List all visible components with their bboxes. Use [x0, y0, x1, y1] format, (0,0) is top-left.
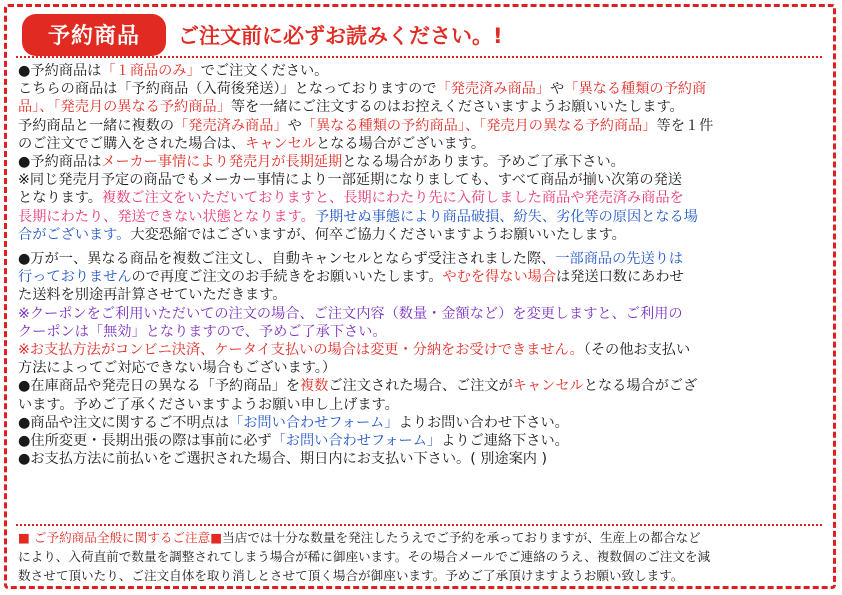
text-line: ※お支払方法がコンビニ決済、ケータイ支払いの場合は変更・分納をお受けできません。（その他お支払い [18, 342, 691, 359]
header [22, 14, 503, 56]
text-line: ●予約商品はメーカー事情により発売月が長期延期となる場合があります。予めご了承下さい。 [18, 154, 625, 171]
text-line: となります。複数ご注文をいただいておりますと、長期にわたり先に入荷しました商品や発売済み商品を [18, 190, 684, 207]
text-line: た送料を別途再計算させていただきます。 [18, 287, 287, 304]
text-line: います。予めご了承くださいますようお願い申し上げます。 [18, 396, 399, 413]
contact-form-link[interactable]: 「お問い合わせフォーム」 [229, 414, 399, 431]
text-line: ※クーポンをご利用いただいての注文の場合、ご注文内容（数量・金額など）を変更しますと、ご利用の [18, 305, 683, 322]
notice-line: ■ ご予約商品全般に関するご注意■当店では十分な数量を発注したうえでご予約を承っておりますが、生産上の都合など [18, 530, 701, 545]
contact-form-link[interactable]: 「お問い合わせフォーム」 [271, 433, 442, 450]
preorder-notice [18, 528, 826, 585]
main-text [18, 62, 826, 468]
text-line: 品」、「発売月の異なる予約商品」等を一緒にご注文するのはお控えくださいますようお願いいたします。 [18, 99, 684, 116]
text-line: 合がございます。大変恐縮ではございますが、何卒ご協力くださいますようお願いいたします。 [18, 226, 626, 243]
notice-divider [16, 524, 822, 526]
notice-line: 数させて頂いたり、ご注文自体を取り消しとさせて頂く場合が御座います。予めご了承頂けますようお願い致します。 [18, 568, 684, 583]
text-line: ●商品や注文に関するご不明点は「お問い合わせフォーム」よりお問い合わせ下さい。 [18, 414, 569, 431]
text-line: こちらの商品は「予約商品（入荷後発送）」となっておりますので「発売済み商品」や「異なる種類の予約商 [18, 81, 707, 98]
text-line: ●万が一、異なる商品を複数ご注文し、自動キャンセルとならず受注されました際、一部商品の先送りは [18, 251, 684, 268]
headline: ご注文前に必ずお読みください。! [178, 24, 503, 48]
text-line: 予約商品と一緒に複数の「発売済み商品」や「異なる種類の予約商品」、「発売月の異なる予約商品」等を１件 [18, 117, 714, 134]
text-line: のご注文でご購入をされた場合は、キャンセルとなる場合がございます。 [18, 135, 486, 152]
text-line: ●在庫商品や発売日の異なる「予約商品」を複数ご注文された場合、ご注文がキャンセルとなる場合がござ [18, 378, 698, 395]
text-line: 長期にわたり、発送できない状態となります。予期せぬ事態により商品破損、紛失、劣化等の原因となる場 [18, 208, 698, 225]
text-line: ●住所変更・長期出張の際は事前に必ず「お問い合わせフォーム」よりご連絡下さい。 [18, 433, 569, 450]
text-line: 行っておりませんので再度ご注文のお手続きをお願いいたします。やむを得ない場合は発送口数にあわせ [18, 269, 684, 286]
text-line: 方法によってご対応できない場合もございます。） [18, 360, 337, 377]
text-line: ※同じ発売月予定の商品でもメーカー事情により一部延期になりましても、すべて商品が揃い次第の発送 [18, 172, 682, 189]
text-line: ●予約商品は「１商品のみ」でご注文ください。 [18, 63, 329, 79]
preorder-badge: 予約商品 [22, 14, 166, 56]
notice-line: により、入荷直前で数量を調整されてしまう場合が稀に御座います。その場合メールでご連絡のうえ、複数個のご注文を減 [18, 549, 711, 564]
text-line: ●お支払方法に前払いをご選択された場合、期日内にお支払い下さい。( 別途案内 ) [18, 451, 548, 468]
header-divider [16, 56, 822, 58]
text-line: クーポンは「無効」となりますので、予めご了承下さい。 [18, 323, 387, 340]
